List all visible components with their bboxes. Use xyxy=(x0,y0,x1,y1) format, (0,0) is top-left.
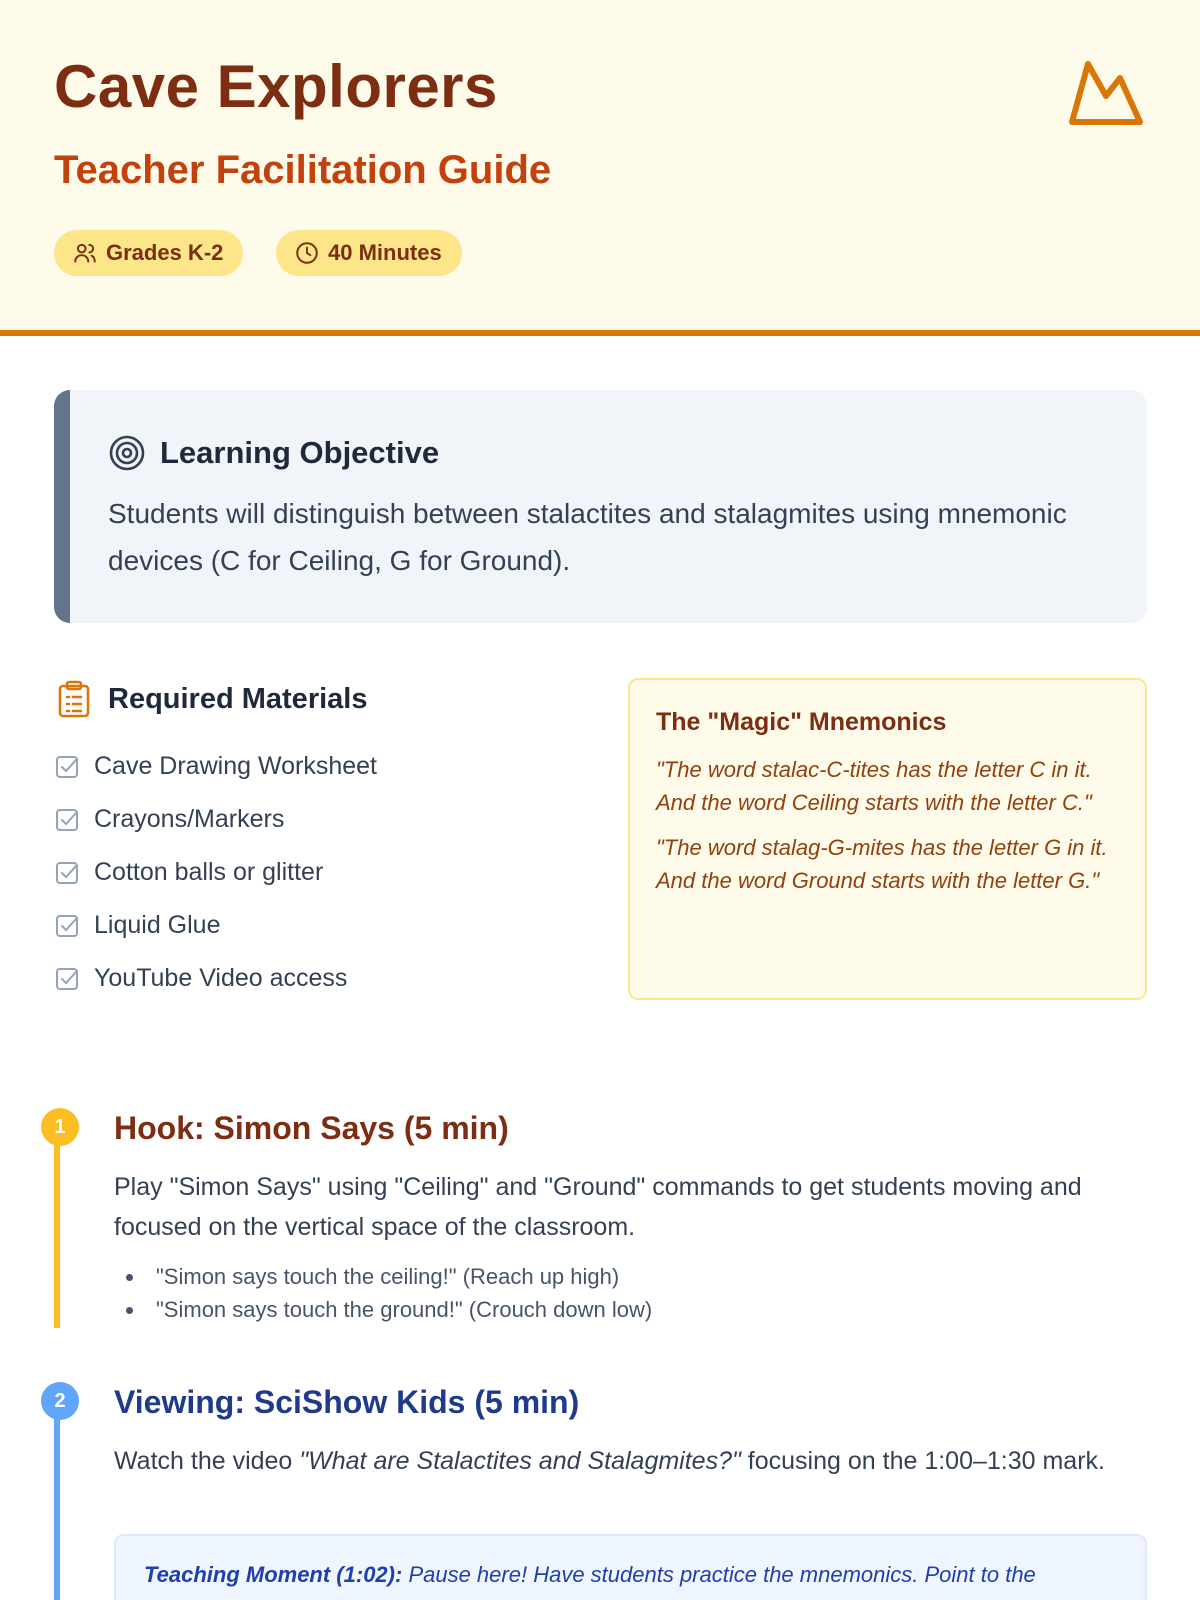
clipboard-icon xyxy=(56,680,92,718)
materials-list xyxy=(54,740,377,1005)
checkbox-checked-icon xyxy=(54,966,80,992)
step-1-timeline xyxy=(54,1120,60,1328)
step-2-number: 2 xyxy=(41,1382,79,1420)
checkbox-checked-icon xyxy=(54,807,80,833)
grade-badge-label: Grades K-2 xyxy=(106,240,224,265)
list-item: Cave Drawing Worksheet xyxy=(54,740,377,793)
mnemonics-heading: The "Magic" Mnemonics xyxy=(656,708,947,736)
clock-icon xyxy=(294,240,320,266)
mnemonics-card xyxy=(628,678,1147,1000)
checkbox-checked-icon xyxy=(54,913,80,939)
teaching-moment-callout xyxy=(114,1534,1147,1600)
objective-heading xyxy=(108,434,439,472)
materials-heading xyxy=(56,680,367,718)
target-icon xyxy=(108,434,146,472)
learning-objective-card xyxy=(54,390,1147,623)
mountain-icon xyxy=(1068,58,1144,128)
list-item: Crayons/Markers xyxy=(54,793,377,846)
step-1-number: 1 xyxy=(41,1108,79,1146)
header xyxy=(0,0,1200,336)
list-item: • "Simon says touch the ceiling!" (Reach up high) xyxy=(146,1260,652,1293)
step-1-text: Play "Simon Says" using "Ceiling" and "Ground" commands to get students moving and focused on the vertical space of the classroom. xyxy=(114,1173,1082,1241)
step-1-bullets xyxy=(146,1260,652,1326)
mnemonic-ground: "The word stalag-G-mites has the letter G in it. And the word Ground starts with the letter G." xyxy=(656,835,1108,893)
step-2-timeline xyxy=(54,1396,60,1600)
list-item: Liquid Glue xyxy=(54,899,377,952)
checkbox-checked-icon xyxy=(54,754,80,780)
list-item: YouTube Video access xyxy=(54,952,377,1005)
list-item: • "Simon says touch the ground!" (Crouch down low) xyxy=(146,1293,652,1326)
objective-text: Students will distinguish between stalactites and stalagmites using mnemonic devices (C for Ceiling, G for Ground). xyxy=(108,498,1067,576)
duration-badge-label: 40 Minutes xyxy=(328,240,442,265)
step-2-text: Watch the video "What are Stalactites and Stalagmites?" focusing on the 1:00–1:30 mark. xyxy=(114,1447,1105,1475)
grade-badge xyxy=(54,230,243,276)
video-title: "What are Stalactites and Stalagmites?" xyxy=(299,1447,741,1475)
objective-heading-label: Learning Objective xyxy=(160,435,440,470)
list-item: Cotton balls or glitter xyxy=(54,846,377,899)
teaching-moment-label: Teaching Moment (1:02): xyxy=(144,1562,403,1587)
page-subtitle: Teacher Facilitation Guide xyxy=(54,148,552,192)
materials-heading-label: Required Materials xyxy=(108,682,368,715)
step-2-title: Viewing: SciShow Kids (5 min) xyxy=(114,1384,580,1420)
teaching-moment-text: Pause here! Have students practice the mnemonics. Point to the xyxy=(402,1562,1036,1587)
page-title: Cave Explorers xyxy=(54,53,498,120)
duration-badge xyxy=(276,230,462,276)
mnemonic-ceiling: "The word stalac-C-tites has the letter C in it. And the word Ceiling starts with the letter C." xyxy=(656,757,1092,815)
users-icon xyxy=(72,240,98,266)
step-1-title: Hook: Simon Says (5 min) xyxy=(114,1110,509,1146)
checkbox-checked-icon xyxy=(54,860,80,886)
